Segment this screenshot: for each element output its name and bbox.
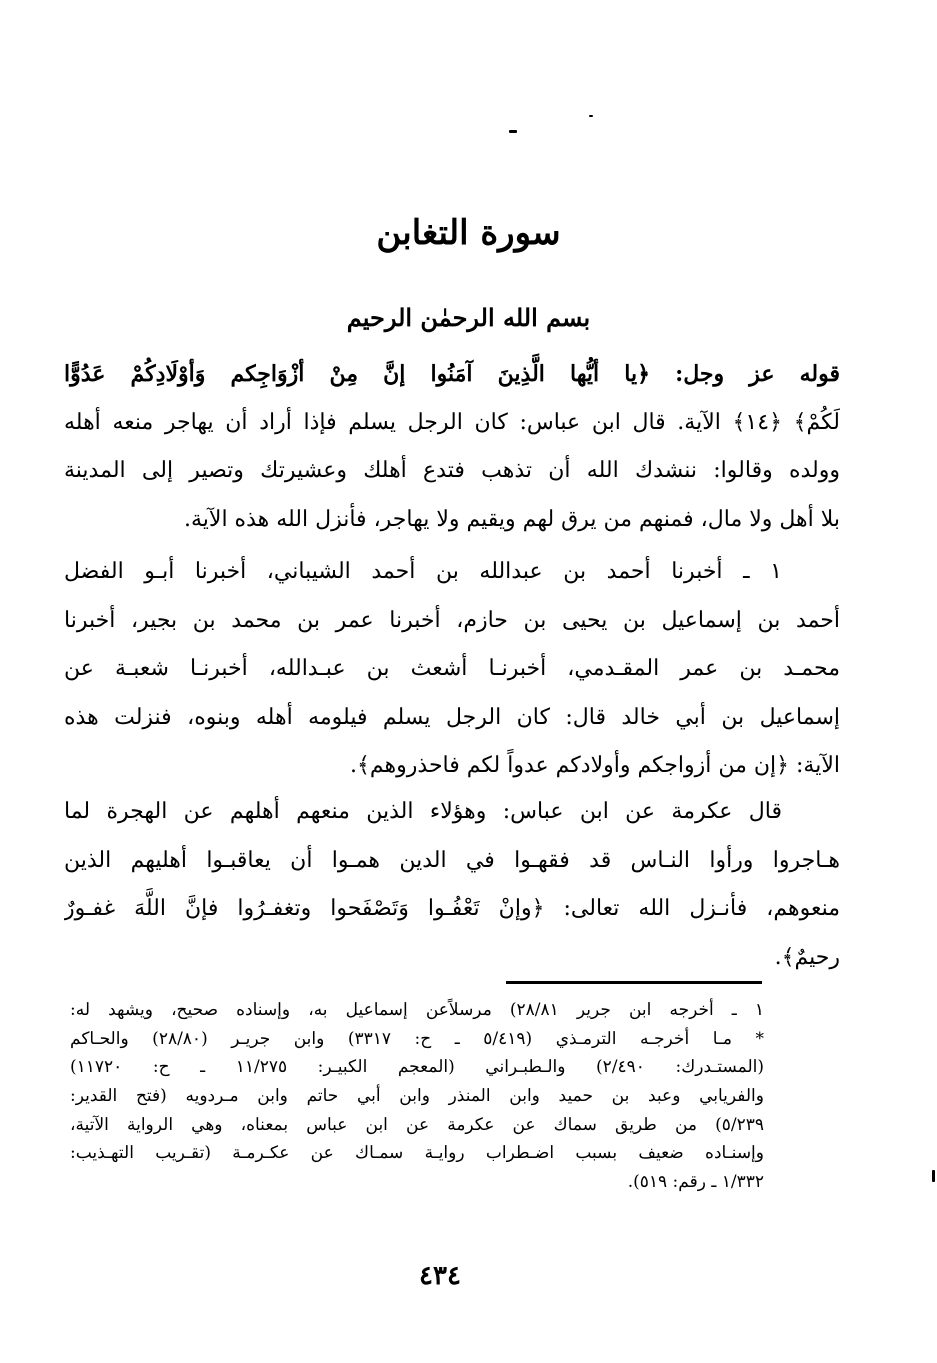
- tafsir-paragraph-intro: [64, 350, 840, 544]
- ink-speck: [589, 115, 593, 117]
- ikrimah-paragraph: [64, 788, 840, 982]
- text-line: منعوهم، فأنـزل الله تعالى: ﴿وإنْ تَعْفُـوا وَتَصْفَحوا وتغفـرُوا فإنَّ اللَّهَ غفـورٌ: [64, 896, 840, 921]
- footnote-line: (المستـدرك: ٢/٤٩٠) والـطبـراني (المعجم الكبيـر: ١١/٢٧٥ ـ ح: ١١٧٢٠): [70, 1057, 764, 1078]
- ink-speck: [509, 130, 517, 133]
- text-line: إسماعيل بن أبي خالد قال: كان الرجل يسلم فيلومه أهله وبنوه، فنزلت هذه: [64, 704, 840, 730]
- text-line: رحيمٌ﴾.: [774, 944, 840, 970]
- footnote-line: ١/٣٣٢ ـ رقم: ٥١٩).: [627, 1172, 764, 1193]
- footnote-line: والفريابي وعبد بن حميد وابن المنذر وابن أبي حاتم وابن مـردويه (فتح القدير:: [70, 1086, 764, 1107]
- text-line: بلا أهل ولا مال، فمنهم من يرق لهم ويقيم ولا يهاجر، فأنزل الله هذه الآية.: [183, 506, 840, 532]
- ink-speck: [932, 1170, 935, 1182]
- text-line: وولده وقالوا: ننشدك الله أن تذهب فتدع أهلك وعشيرتك وتصير إلى المدينة: [64, 458, 840, 483]
- text-line: الآية: ﴿إن من أزواجكم وأولادكم عدواً لكم فاحذروهم﴾.: [350, 753, 840, 778]
- footnote-line: ١ ـ أخرجه ابن جرير ٢٨/٨١) مرسلاًعن إسماعيل به، وإسناده صحيح، ويشهد له:: [70, 1000, 764, 1020]
- text-line: محمـد بن عمر المقـدمي، أخبرنـا أشعث بن عبـدالله، أخبرنـا شعبـة عن: [64, 656, 840, 681]
- text-line: قوله عز وجل: ﴿يا أيُّها الَّذِينَ آمَنُوا إنَّ مِنْ أزْوَاجِكم وَأوْلَادِكُمْ عَدُوًّا: [64, 361, 840, 387]
- text-line: لَكُمْ﴾ ﴿١٤﴾ الآية. قال ابن عباس: كان الرجل يسلم فإذا أراد أن يهاجر منعه أهله: [64, 409, 840, 435]
- footnote-separator: [506, 981, 762, 984]
- footnote-line: ٥/٢٣٩) من طريق سماك عن عكرمة عن ابن عباس بمعناه، وهي الرواية الآتية،: [70, 1114, 764, 1135]
- footnote-line: وإسنـاده ضعيف بسبب اضـطراب روايـة سمـاك عن عكـرمـة (تقـريب التهـذيب:: [70, 1143, 764, 1164]
- page-number: ٤٣٤: [419, 1261, 461, 1291]
- sura-title: سورة التغابن: [376, 213, 561, 253]
- basmala: بسم الله الرحمٰن الرحيم: [346, 303, 591, 332]
- footnotes: [70, 996, 764, 1197]
- footnote-line: * مـا أخرجـه الترمـذي (٥/٤١٩ ـ ح: ٣٣١٧) وابن جريـر (٢٨/٨٠) والحـاكم: [70, 1028, 764, 1049]
- hadith-paragraph: [64, 548, 840, 791]
- text-line: هـاجروا ورأوا النـاس قد فقهـوا في الدين همـوا أن يعاقبـوا أهليهم الذين: [64, 847, 840, 873]
- text-line: ١ ـ أخبرنا أحمد بن عبدالله بن أحمد الشيباني، أخبرنا أبـو الفضل: [64, 559, 782, 584]
- text-line: قال عكرمة عن ابن عباس: وهؤلاء الذين منعهم أهلهم عن الهجرة لما: [64, 799, 782, 824]
- text-line: أحمد بن إسماعيل بن يحيى بن حازم، أخبرنا عمر بن محمد بن بجير، أخبرنا: [64, 607, 840, 633]
